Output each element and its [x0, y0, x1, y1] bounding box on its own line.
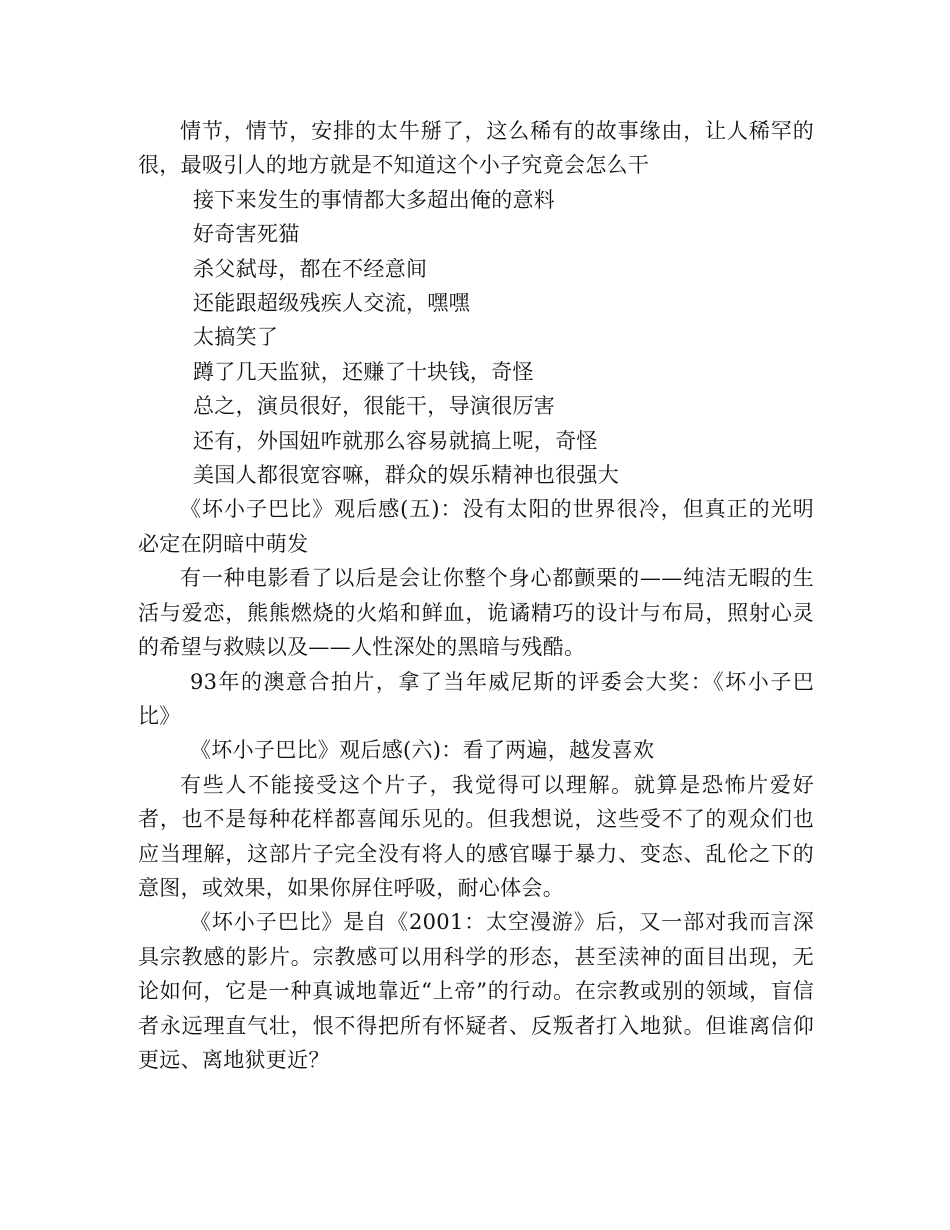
line-curiosity: 好奇害死猫	[193, 222, 300, 247]
document-body	[138, 114, 814, 1077]
line-americans: 美国人都很宽容嘛，群众的娱乐精神也很强大	[193, 463, 619, 488]
paragraph-venice-award: 93年的澳意合拍片，拿了当年威尼斯的评委会大奖：《坏小子巴比》	[138, 669, 814, 728]
heading-review-six: 《坏小子巴比》观后感(六)：看了两遍，越发喜欢	[190, 738, 655, 763]
line-communication: 还能跟超级残疾人交流，嘿嘿	[193, 291, 470, 316]
line-parricide: 杀父弑母，都在不经意间	[193, 256, 428, 281]
paragraph-plot-comment: 情节，情节，安排的太牛掰了，这么稀有的故事缘由，让人稀罕的很，最吸引人的地方就是不知道这个小子究竟会怎么干	[138, 119, 814, 178]
line-foreign-girl: 还有，外国妞咋就那么容易就搞上呢，奇怪	[193, 428, 598, 453]
paragraph-religious-sense: 《坏小子巴比》是自《2001：太空漫游》后，又一部对我而言深具宗教感的影片。宗教感可以用科学的形态，甚至渎神的面目出现，无论如何，它是一种真诚地靠近“上帝”的行动。在宗教或别的领域，盲信者永远理直气壮，恨不得把所有怀疑者、反叛者打入地狱。但谁离信仰更远、离地狱更近？	[138, 910, 814, 1072]
paragraph-film-feeling: 有一种电影看了以后是会让你整个身心都颤栗的——纯洁无暇的生活与爱恋，熊熊燃烧的火焰和鲜血，诡谲精巧的设计与布局，照射心灵的希望与救赎以及——人性深处的黑暗与残酷。	[138, 566, 814, 660]
line-unexpected-events: 接下来发生的事情都大多超出俺的意料	[193, 187, 556, 212]
line-funny: 太搞笑了	[193, 325, 279, 350]
heading-review-five: 《坏小子巴比》观后感(五)：没有太阳的世界很冷，但真正的光明必定在阴暗中萌发	[138, 497, 814, 556]
line-actors-director: 总之，演员很好，很能干，导演很厉害	[193, 394, 556, 419]
line-prison: 蹲了几天监狱，还赚了十块钱，奇怪	[193, 359, 534, 384]
paragraph-acceptance: 有些人不能接受这个片子，我觉得可以理解。就算是恐怖片爱好者，也不是每种花样都喜闻乐见的。但我想说，这些受不了的观众们也应当理解，这部片子完全没有将人的感官曝于暴力、变态、乱伦之下的意图，或效果，如果你屏住呼吸，耐心体会。	[138, 772, 814, 900]
